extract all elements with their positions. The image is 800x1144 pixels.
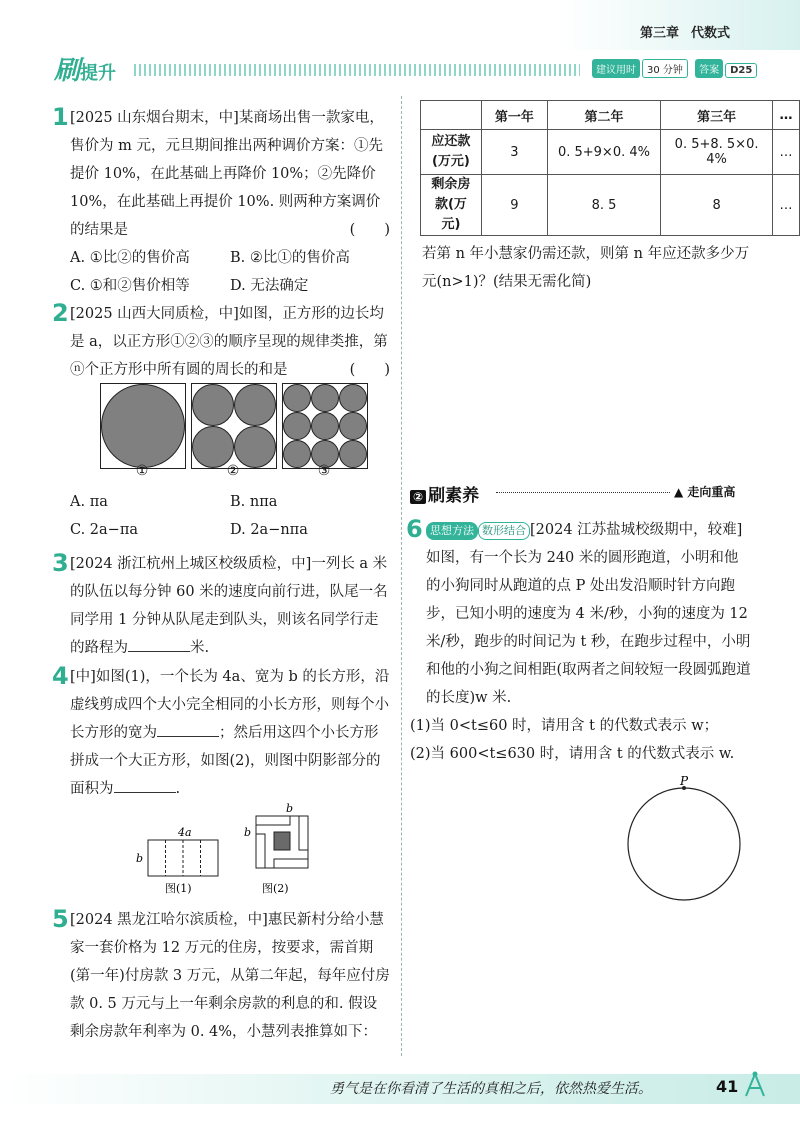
question-4: [52, 662, 390, 803]
table-row: [421, 130, 800, 175]
figure-label: ③: [317, 463, 331, 479]
table-header-cell: 第三年: [661, 101, 773, 130]
fig2-piece: [256, 834, 265, 868]
circle-shape: [312, 413, 339, 440]
fig1-caption: 图(1): [165, 882, 192, 895]
decorative-stripe: [134, 64, 580, 76]
table-cell: …: [773, 130, 800, 175]
fig2-top-label: b: [286, 802, 294, 815]
fig2-shaded-square: [274, 832, 290, 850]
answer-paren: ( ): [349, 362, 390, 378]
chapter-title: 代数式: [691, 26, 731, 41]
question-text: [410, 516, 752, 712]
section-title: [410, 481, 479, 506]
chapter-heading: [640, 22, 742, 41]
section-dotted-line: [496, 492, 670, 493]
question-stem-b: ；然后用这四个小长方形拼成一个大正方形，如图(2)，则图中阴影部分的面积为: [70, 725, 381, 797]
table-cell: 3: [481, 130, 547, 175]
question-number: 2: [52, 299, 69, 327]
section-brand: [54, 50, 116, 87]
table-cell: 0. 5+9×0. 4%: [547, 130, 660, 175]
section-title-text: 刷素养: [428, 486, 480, 506]
table-row-label: 剩余房款(万元): [421, 175, 482, 236]
circles-graphic: [283, 384, 367, 468]
option-a: A. πa: [70, 494, 108, 510]
sub-question-1: (1)当 0<t≤60 时，请用含 t 的代数式表示 w；: [410, 718, 719, 734]
question-number: 5: [52, 905, 69, 933]
fig2-piece: [274, 859, 308, 868]
option-c: C. ①和②售价相等: [70, 278, 190, 294]
figure-label: ①: [135, 463, 149, 479]
method-tag: 思想方法: [426, 522, 478, 540]
fig1-side-label: b: [136, 852, 144, 865]
point-p-label: P: [680, 776, 689, 788]
table-header-row: [421, 101, 800, 130]
method-tag-outline: 数形结合: [478, 522, 530, 540]
circle-shape: [340, 385, 367, 412]
track-circle-figure: [620, 776, 750, 906]
rectangle-figures: [130, 800, 330, 900]
compass-icon: [740, 1070, 770, 1100]
fig2-piece: [299, 816, 308, 850]
circles-graphic: [192, 384, 276, 468]
circle-shape: [102, 385, 185, 468]
answer-blank-2[interactable]: [114, 776, 176, 793]
footer-quote: 勇气是在你看清了生活的真相之后，依然热爱生活。: [330, 1081, 652, 1097]
circle-shape: [235, 385, 276, 426]
circle-shape: [284, 385, 311, 412]
circle-figures: [100, 383, 390, 483]
brand-big: 刷: [54, 56, 81, 86]
question-text: [56, 906, 390, 1046]
figure-square-3: [282, 383, 368, 469]
option-a: A. ①比②的售价高: [70, 250, 190, 266]
table-row-label: 应还款(万元): [421, 130, 482, 175]
fig2-caption: 图(2): [262, 882, 289, 895]
table-cell: 8: [661, 175, 773, 236]
options: [56, 244, 390, 300]
figure-square-1: [100, 383, 186, 469]
option-b: B. ②比①的售价高: [230, 250, 350, 266]
question-1: [52, 103, 390, 300]
question-text: [56, 104, 390, 244]
section-badge: ②: [410, 490, 426, 504]
section-banner: [410, 481, 750, 506]
question-stem: [2025 山东烟台期末，中]某商场出售一款家电，售价为 m 元，元旦期间推出两种调价方案：①先提价 10%，在此基础上再降价 10%；②先降价 10%，在此基础上再提价 10%. 则两种方案调价的结果是: [70, 110, 384, 238]
answer-label: 答案: [695, 59, 723, 78]
table-cell: …: [773, 175, 800, 236]
question-2: [52, 299, 390, 384]
track-circle: [628, 788, 740, 900]
timer-info: [592, 59, 757, 78]
table-cell: 0. 5+8. 5×0. 4%: [661, 130, 773, 175]
option-b: B. nπa: [230, 494, 278, 510]
section-subtitle: ▲ 走向重高: [674, 485, 736, 499]
question-3: [52, 549, 390, 662]
figure-square-2: [191, 383, 277, 469]
table-header-cell: 第一年: [481, 101, 547, 130]
circle-shape: [340, 413, 367, 440]
question-5-ask: 若第 n 年小慧家仍需还款，则第 n 年应还款多少万元(n>1)？(结果无需化简): [422, 246, 750, 290]
table-header-cell: …: [773, 101, 800, 130]
question-text: [56, 550, 390, 662]
answer-paren: ( ): [349, 222, 390, 238]
question-stem-a: [中]如图(1)，一个长为 4a、宽为 b 的长方形，沿虚线剪成四个大小完全相同的小长方形，则每个小长方形的宽为: [70, 669, 390, 741]
column-divider: [401, 96, 402, 1056]
circles-graphic: [101, 384, 185, 468]
loan-table: [420, 100, 800, 236]
question-2-options: [70, 488, 390, 544]
timer-value: 30 分钟: [642, 59, 688, 78]
question-6: [406, 515, 752, 768]
question-number: 1: [52, 103, 69, 131]
chapter-number: 第三章: [640, 26, 680, 41]
answer-code: D25: [725, 63, 757, 78]
table-cell: 8. 5: [547, 175, 660, 236]
question-suffix: 米.: [190, 640, 210, 656]
timer-label: 建议用时: [592, 59, 640, 78]
question-text: [56, 300, 390, 384]
option-d: D. 无法确定: [230, 278, 309, 294]
circle-shape: [235, 427, 276, 468]
question-stem: [2025 山西大同质检，中]如图，正方形的边长均是 a，以正方形①②③的顺序呈现的规律类推，第ⓝ个正方形中所有圆的周长的和是: [70, 306, 388, 378]
question-stem: [2024 浙江杭州上城区校级质检，中]一列长 a 米的队伍以每分钟 60 米的速度向前行进，队尾一名同学用 1 分钟从队尾走到队头，则该名同学行走的路程为: [70, 556, 388, 656]
sub-question-2: (2)当 600<t≤630 时，请用含 t 的代数式表示 w.: [410, 746, 735, 762]
brand-small: 提升: [80, 63, 117, 84]
question-number: 4: [52, 662, 69, 690]
question-5: [52, 905, 390, 1046]
fig2-side-label: b: [244, 826, 252, 839]
fig2-piece: [256, 816, 290, 825]
circle-shape: [284, 413, 311, 440]
table-row: [421, 175, 800, 236]
answer-blank-1[interactable]: [157, 720, 219, 737]
question-stem-c: .: [175, 781, 181, 797]
page-number: 41: [716, 1077, 739, 1096]
question-number: 3: [52, 549, 69, 577]
question-text: [56, 663, 390, 803]
circle-shape: [193, 427, 234, 468]
figure-label: ②: [226, 463, 240, 479]
section-subtitle-text: 走向重高: [687, 485, 736, 499]
option-d: D. 2a−nπa: [230, 522, 308, 538]
question-5-prompt: [422, 240, 752, 296]
fig1-top-label: 4a: [178, 826, 192, 839]
question-stem: [2024 黑龙江哈尔滨质检，中]惠民新村分给小慧家一套价格为 12 万元的住房，按要求，需首期(第一年)付房款 3 万元，从第二年起，每年应付房款 0. 5 万元与上一年剩余房款的利息的和. 假设剩余房款年利率为 0. 4%，小慧列表推算如下：: [70, 912, 390, 1040]
circle-shape: [312, 385, 339, 412]
table-cell: 9: [481, 175, 547, 236]
table-header-cell: 第二年: [547, 101, 660, 130]
table-header-cell: [421, 101, 482, 130]
answer-blank[interactable]: [128, 635, 190, 652]
question-number: 6: [406, 515, 423, 543]
question-stem: [2024 江苏盐城校级期中，较难]如图，有一个长为 240 米的圆形跑道，小明和他的小狗同时从跑道的点 P 处出发沿顺时针方向跑步，已知小明的速度为 4 米/秒，小狗的速度为 12 米/秒，跑步的时间记为 t 秒，在跑步过程中，小明和他的小狗之间相距(取两者之间较短一段圆弧跑道的长度)w 米.: [426, 522, 751, 706]
option-c: C. 2a−πa: [70, 522, 138, 538]
circle-shape: [193, 385, 234, 426]
